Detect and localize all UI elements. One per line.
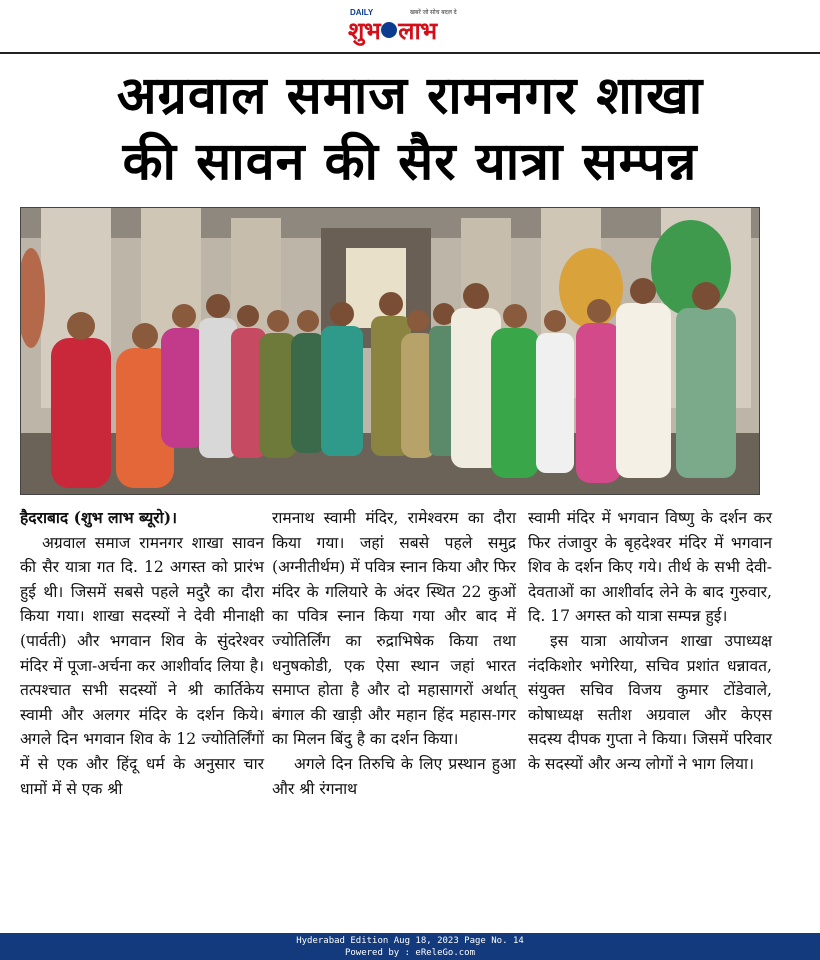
- logo-name-right: लाभ: [398, 17, 437, 45]
- article-column-1: [20, 506, 264, 801]
- headline-line-2: की सावन की सैर यात्रा सम्पन्न: [122, 132, 698, 192]
- swastik-mark-icon: [381, 22, 397, 38]
- edition-info: Hyderabad Edition Aug 18, 2023 Page No. 14: [296, 936, 524, 946]
- group-photo: [20, 207, 760, 495]
- logo-name-left: शुभ: [348, 17, 381, 45]
- article-column-2: [272, 506, 516, 801]
- powered-by-link[interactable]: Powered by : eReleGo.com: [344, 948, 476, 958]
- article-paragraph: अग्रवाल समाज रामनगर शाखा सावन की सैर यात्रा गत दि. 12 अगस्त को प्रारंभ हुई थी। जिसमें सबसे पहले मदुरै का दौरा किया गया। शाखा सदस्यों ने देवी मीनाक्षी (पार्वती) और भगवान शिव के सुंदरेश्वर मंदिर में पूजा-अर्चना कर आशीर्वाद लिया है। तत्पश्चात सभी सदस्यों ने श्री कार्तिकेय स्वामी और अलगर मंदिर के दर्शन किये। अगले दिन भगवान शिव के 12 ज्योतिर्लिंगों में से एक और हिंदू धर्म के अनुसार चार धामों में से एक श्री: [20, 533, 264, 798]
- article-column-3: [528, 506, 772, 777]
- logo-daily-label: DAILY: [350, 8, 374, 17]
- edition-footer: [0, 933, 820, 960]
- article-paragraph: इस यात्रा आयोजन शाखा उपाध्यक्ष नंदकिशोर भगेरिया, सचिव प्रशांत धन्नावत, संयुक्त सचिव विजय कुमार टोंडेवाले, कोषाध्यक्ष सतीश अग्रवाल और केएस सदस्य दीपक गुप्ता ने किया। जिसमें परिवार के सदस्यों और अन्य लोगों ने भाग लिया।: [528, 631, 772, 773]
- temple-group-photo-icon: [21, 208, 759, 494]
- logo-tagline: खबरें जो सोच बदल दे: [410, 10, 457, 16]
- logo-wordmark: [348, 14, 437, 47]
- article-paragraph: अगले दिन तिरुचि के लिए प्रस्थान हुआ और श्री रंगनाथ: [272, 754, 516, 798]
- article-paragraph: स्वामी मंदिर में भगवान विष्णु के दर्शन कर फिर तंजावुर के बृहदेश्वर मंदिर में भगवान शिव के दर्शन किए गये। तीर्थ के सभी देवी-देवताओं का आशीर्वाद लेने के बाद गुरुवार, दि. 17 अगस्त को यात्रा सम्पन्न हुई।: [528, 509, 772, 626]
- article-paragraph: रामनाथ स्वामी मंदिर, रामेश्वरम का दौरा किया गया। जहां सबसे पहले समुद्र (अग्नीतीर्थम) में पवित्र स्नान किया और फिर मंदिर के गलियारे के अंदर स्थित 22 कुओं का पवित्र स्नान किया गया और बाद में ज्योतिर्लिंग का रुद्राभिषेक किया तथा धनुषकोडी, एक ऐसा स्थान जहां भारत समाप्त होता है और दो महासागरों अर्थात् बंगाल की खाड़ी और महान हिंद महास-ागर का मिलन बिंदु है का दर्शन किया।: [272, 509, 516, 749]
- shubh-labh-logo: [348, 8, 472, 44]
- masthead: [0, 0, 820, 48]
- headline-line-1: अग्रवाल समाज रामनगर शाखा: [116, 66, 704, 126]
- masthead-divider: [0, 52, 820, 54]
- article-dateline: हैदराबाद (शुभ लाभ ब्यूरो)।: [20, 508, 177, 527]
